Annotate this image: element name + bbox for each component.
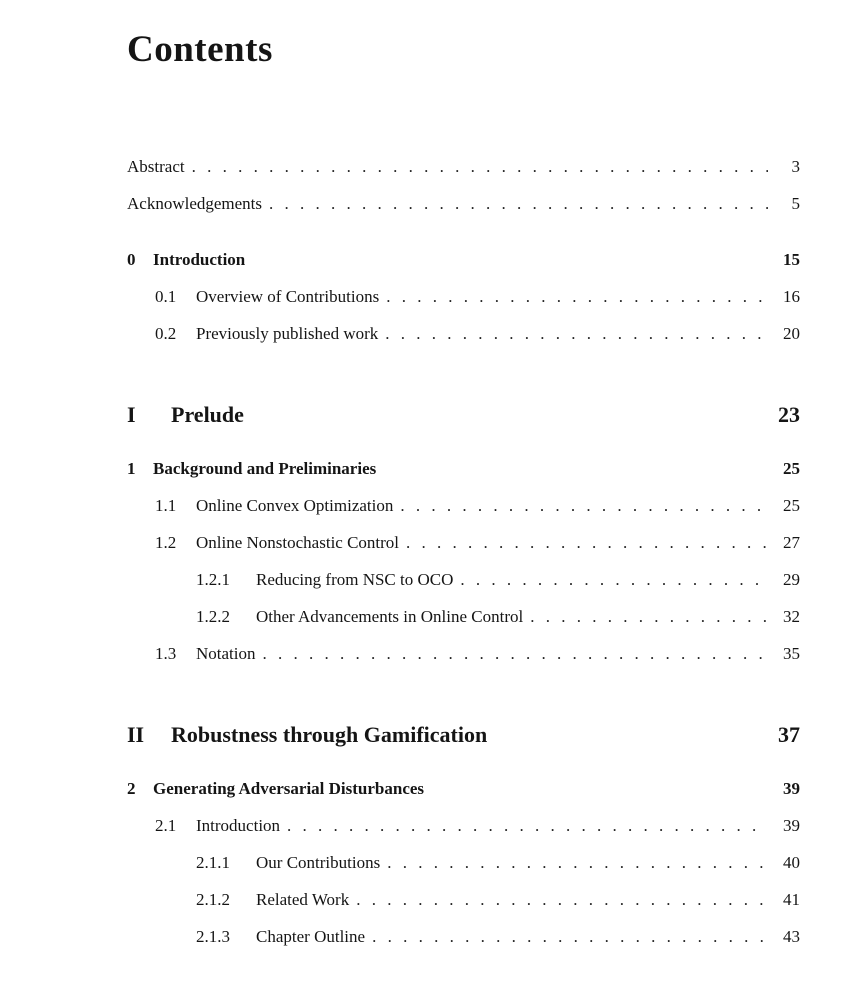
toc-entry-number: 1.3: [155, 644, 177, 663]
toc-entry-page: 37: [778, 722, 800, 747]
toc-entry-page: 25: [783, 496, 800, 515]
toc-entry-page: 25: [783, 459, 800, 478]
toc-entry-title: Online Nonstochastic Control: [196, 533, 400, 552]
dot-leader: [385, 323, 768, 345]
toc-entry-title: Reducing from NSC to OCO: [256, 570, 454, 589]
toc-entry-chapter-0[interactable]: [127, 249, 800, 271]
toc-entry-title: Prelude: [171, 402, 244, 427]
toc-entry-subsection-2-1-3[interactable]: [127, 926, 800, 948]
toc-entry-page: 23: [778, 402, 800, 427]
toc-entry-page: 20: [783, 324, 800, 343]
toc-entry-title: Notation: [196, 644, 256, 663]
toc-entry-section-0-1[interactable]: [127, 286, 800, 308]
toc-entry-title: Overview of Contributions: [196, 287, 380, 306]
toc-entry-subsection-2-1-2[interactable]: [127, 889, 800, 911]
toc-entry-section-1-2[interactable]: [127, 532, 800, 554]
dot-leader: [356, 889, 768, 911]
toc-entry-page: 16: [783, 287, 800, 306]
toc-entry-number: 2.1.2: [196, 890, 230, 909]
dot-leader: [387, 852, 768, 874]
toc-entry-title: Acknowledgements: [127, 194, 263, 213]
toc-entry-number: 2.1.3: [196, 927, 230, 946]
toc-entry-title: Introduction: [196, 816, 281, 835]
dot-leader: [386, 286, 768, 308]
toc-entry-title: Background and Preliminaries: [153, 459, 377, 478]
toc-entry-title: Related Work: [256, 890, 350, 909]
toc-entry-page: 41: [783, 890, 800, 909]
toc-entry-chapter-1[interactable]: [127, 458, 800, 480]
dot-leader: [406, 532, 768, 554]
toc-entry-page: 43: [783, 927, 800, 946]
toc-entry-page: 29: [783, 570, 800, 589]
toc-entry-title: Other Advancements in Online Control: [256, 607, 524, 626]
toc-entry-subsection-1-2-1[interactable]: [127, 569, 800, 591]
toc-entry-subsection-2-1-1[interactable]: [127, 852, 800, 874]
toc-entry-number: 0.2: [155, 324, 177, 343]
toc-entry-page: 39: [783, 816, 800, 835]
toc-entry-number: 1.2.2: [196, 607, 230, 626]
toc-entry-title: Previously published work: [196, 324, 379, 343]
toc-entry-section-2-1[interactable]: [127, 815, 800, 837]
toc-entry-title: Generating Adversarial Disturbances: [153, 779, 425, 798]
toc-entry-number: II: [127, 722, 145, 747]
dot-leader: [460, 569, 768, 591]
toc-entry-number: 1.2: [155, 533, 177, 552]
toc-entry-section-1-3[interactable]: [127, 643, 800, 665]
toc-entry-number: 0: [127, 250, 136, 269]
toc-entry-number: I: [127, 402, 136, 427]
toc-entry-number: 2.1.1: [196, 853, 230, 872]
toc-entry-acknowledgements[interactable]: [127, 193, 800, 215]
toc-entry-page: 15: [783, 250, 800, 269]
toc-entry-number: 1.1: [155, 496, 177, 515]
toc-entry-page: 3: [791, 157, 800, 176]
toc-entry-number: 2: [127, 779, 136, 798]
toc-entry-part-2[interactable]: [127, 720, 800, 749]
toc-entry-title: Robustness through Gamification: [171, 722, 488, 747]
dot-leader: [372, 926, 768, 948]
toc-entry-subsection-1-2-2[interactable]: [127, 606, 800, 628]
toc-entry-title: Our Contributions: [256, 853, 381, 872]
toc-entry-chapter-2[interactable]: [127, 778, 800, 800]
toc-entry-title: Online Convex Optimization: [196, 496, 394, 515]
toc-entry-number: 1.2.1: [196, 570, 230, 589]
dot-leader: [287, 815, 768, 837]
dot-leader: [192, 156, 768, 178]
toc-entry-page: 32: [783, 607, 800, 626]
page-title: Contents: [127, 29, 273, 70]
toc-entry-page: 27: [783, 533, 800, 552]
table-of-contents: [127, 156, 800, 963]
toc-entry-title: Chapter Outline: [256, 927, 366, 946]
dot-leader: [269, 193, 768, 215]
dot-leader: [530, 606, 768, 628]
toc-entry-abstract[interactable]: [127, 156, 800, 178]
toc-entry-number: 1: [127, 459, 136, 478]
toc-entry-page: 5: [791, 194, 800, 213]
toc-entry-page: 39: [783, 779, 800, 798]
toc-entry-part-1[interactable]: [127, 400, 800, 429]
toc-entry-number: 0.1: [155, 287, 177, 306]
toc-entry-title: Abstract: [127, 157, 185, 176]
dot-leader: [263, 643, 769, 665]
toc-entry-title: Introduction: [153, 250, 246, 269]
toc-entry-page: 40: [783, 853, 800, 872]
toc-entry-page: 35: [783, 644, 800, 663]
dot-leader: [400, 495, 768, 517]
toc-entry-section-0-2[interactable]: [127, 323, 800, 345]
toc-entry-section-1-1[interactable]: [127, 495, 800, 517]
toc-entry-number: 2.1: [155, 816, 177, 835]
